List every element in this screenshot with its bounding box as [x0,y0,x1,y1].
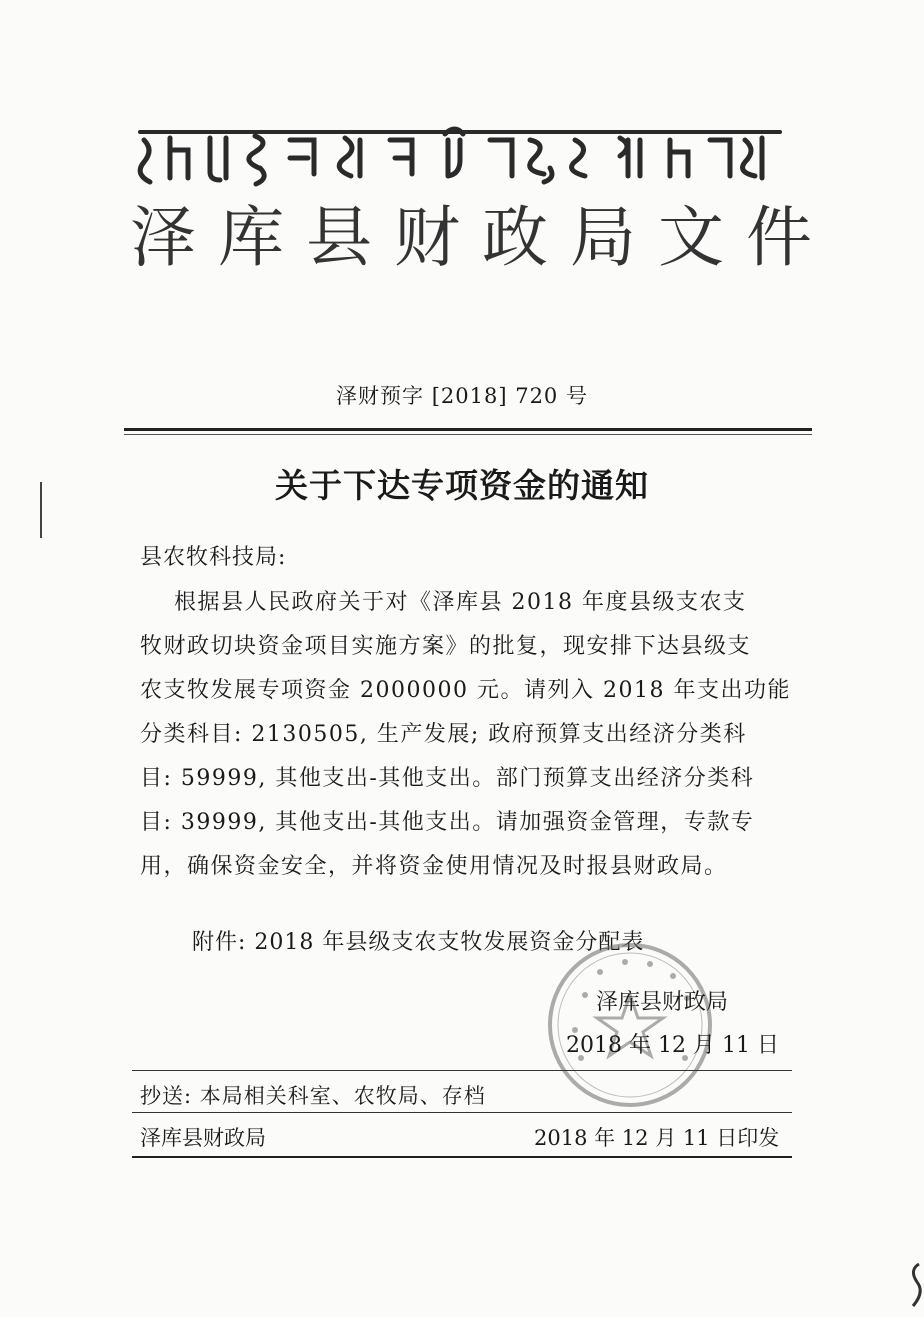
footer-divider-middle [132,1112,792,1113]
body-line: 根据县人民政府关于对《泽库县 2018 年度县级支农支 [140,590,747,615]
org-title: 泽库县财政局文件 [130,199,834,276]
official-seal [545,940,715,1110]
body-line: 牧财政切块资金项目实施方案》的批复，现安排下达县级支 [140,634,752,659]
attachment-note: 附件: 2018 年县级支农支牧发展资金分配表 [192,930,645,955]
signature-date: 2018 年 12 月 11 日 [566,1033,779,1058]
recipient: 县农牧科技局: [140,545,287,570]
body-line: 用，确保资金安全，并将资金使用情况及时报县财政局。 [140,854,728,879]
footer-divider-bottom [132,1156,792,1158]
body-line: 分类科目: 2130505, 生产发展; 政府预算支出经济分类科 [140,722,747,747]
cc-list: 抄送: 本局相关科室、农牧局、存档 [140,1084,486,1108]
header-divider-thin [124,434,812,435]
footer-issuer: 泽库县财政局 [140,1126,266,1150]
body-line: 农支牧发展专项资金 2000000 元。请列入 2018 年支出功能 [140,678,791,703]
document-number: 泽财预字 [2018] 720 号 [336,384,588,408]
body-line: 目: 59999, 其他支出-其他支出。部门预算支出经济分类科 [140,766,755,791]
tibetan-header-lettering [130,118,790,188]
footer-divider-top [132,1070,792,1071]
notice-title: 关于下达专项资金的通知 [275,466,649,505]
body-line: 目: 39999, 其他支出-其他支出。请加强资金管理，专款专 [140,810,755,835]
header-divider [124,428,812,431]
footer-print-date: 2018 年 12 月 11 日印发 [534,1126,780,1150]
page-edge-handwriting [905,1260,924,1310]
signature-org: 泽库县财政局 [596,990,729,1015]
